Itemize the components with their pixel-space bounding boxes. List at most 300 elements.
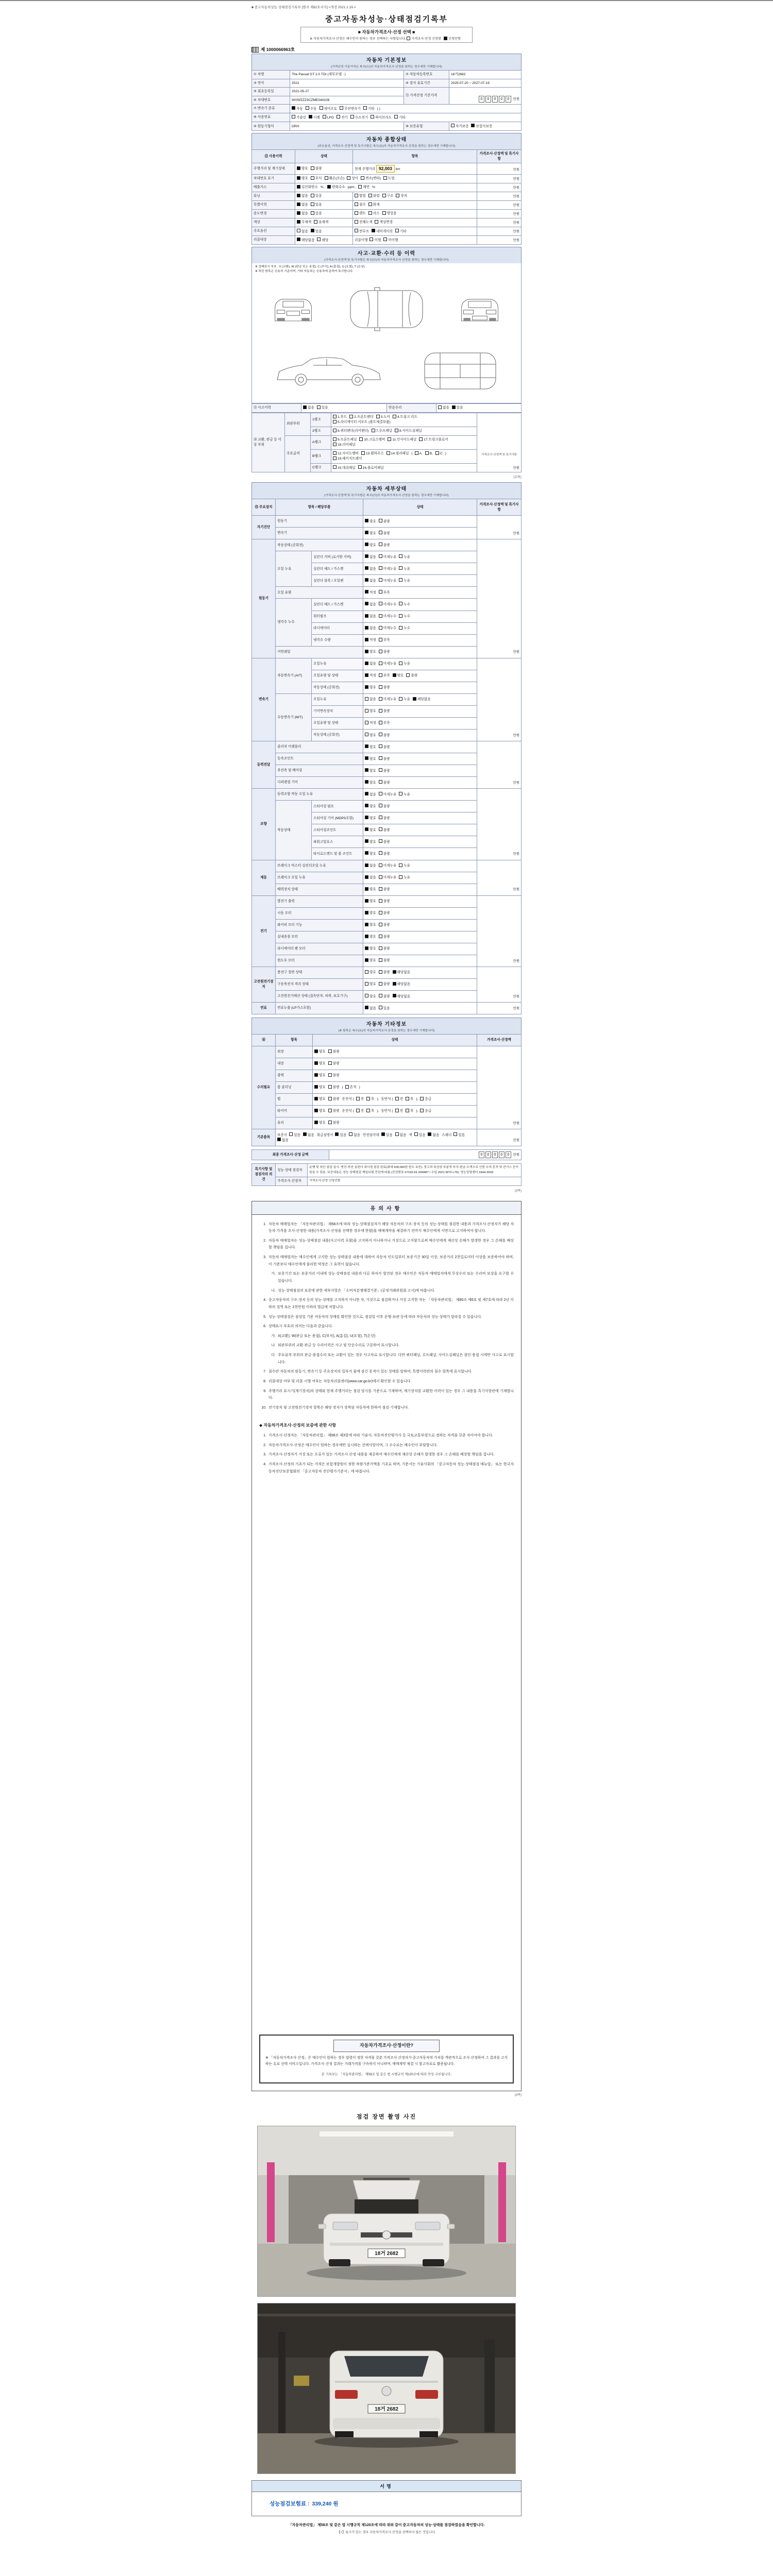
checkbox-option: 양호 <box>314 1121 326 1125</box>
checkbox-icon <box>365 614 368 618</box>
field-label: ② 자동차등록번호 <box>404 71 449 79</box>
checkbox-icon <box>393 970 396 974</box>
section-etc-title: 자동차 기타정보 <box>366 1022 407 1028</box>
field-label: 광택 <box>276 1070 313 1081</box>
field-value <box>363 646 477 658</box>
field-label: 실내송풍 모터 <box>276 931 363 943</box>
checkbox-option: 누유 <box>399 876 410 879</box>
checkbox-option: 전체도색 <box>355 221 372 224</box>
checkbox-icon <box>365 709 368 713</box>
checkbox-option: 양호 <box>365 709 376 713</box>
group-label: 조향 <box>252 789 276 860</box>
option-text: 안전삼각대 <box>362 1133 379 1137</box>
checkbox-icon <box>399 792 402 795</box>
notice-item-text: 전기장치 및 고전원전기장치 항목은 해당 장치가 장착된 자동차에 한하여 점검·기재합니다. <box>268 1405 409 1410</box>
field-value <box>295 183 477 192</box>
field-value: WVWZZZ3CZME044108 <box>290 96 404 105</box>
field-label: 주행거리 및 계기상태 <box>252 163 295 174</box>
column-header: ⑫ 사용이력 <box>252 150 295 163</box>
panel-repair-table <box>251 413 522 472</box>
notice-item <box>259 1297 514 1311</box>
checkbox-icon <box>365 650 368 653</box>
checkbox-option: 양호 <box>365 745 376 749</box>
checkbox-icon <box>379 543 382 546</box>
column-header: 가격조사·산정액 및 특기사항 <box>477 499 522 516</box>
field-label: 차대번호 표기 <box>252 174 295 183</box>
notice-item-number: 1. <box>263 1434 266 1438</box>
inspection-fee-label: 성능점검보험료 : <box>270 2501 310 2507</box>
sub-item-label: 기어변속장치 <box>312 705 363 717</box>
checkbox-icon <box>379 875 382 879</box>
checkbox-icon <box>314 1109 318 1112</box>
checkbox-option: 없음 <box>365 567 376 571</box>
checkbox-icon <box>399 566 402 570</box>
checkbox-option: 영업용 <box>382 212 397 215</box>
checkbox-option: 16.플로어패널 <box>358 466 384 470</box>
amount-digit-box: 0 <box>492 1151 498 1158</box>
checkbox-icon <box>365 863 368 867</box>
checkbox-icon <box>372 229 375 232</box>
field-value <box>363 730 477 741</box>
field-value <box>363 991 477 1003</box>
table-row <box>252 88 522 96</box>
checkbox-option: 전 <box>356 1097 364 1101</box>
checkbox-option: 9.프론트패널 <box>333 438 357 442</box>
section-detail-header <box>251 482 522 499</box>
notice-item <box>259 1314 514 1321</box>
checkbox-icon <box>399 554 402 558</box>
field-label: 외장 <box>276 1046 313 1058</box>
checkbox-option: 누수 <box>399 603 410 606</box>
notice-item-text: 자동차가격조사·산정은 매수인이 원하는 경우에만 실시하는 선택사항이며, 그 수수료는 매수인이 부담합니다. <box>268 1443 438 1447</box>
checkbox-option: 불량 <box>379 709 390 713</box>
checkbox-icon <box>365 602 368 605</box>
document-number <box>251 46 522 53</box>
checkbox-option: 불량 <box>379 971 390 974</box>
table-row <box>252 218 522 227</box>
field-value <box>363 860 477 872</box>
checkbox-icon <box>396 194 399 197</box>
inspection-photo-rear <box>257 2303 516 2474</box>
checkbox-option: 누수 <box>399 615 410 618</box>
checkbox-icon <box>379 566 382 570</box>
checkbox-icon <box>311 194 314 197</box>
notice-item-number: 4. <box>263 1298 266 1302</box>
notice-item <box>259 1451 514 1459</box>
price-survey-definition-box <box>259 2035 514 2083</box>
checkbox-option: 화재 <box>368 203 380 207</box>
table-row <box>252 192 522 200</box>
field-label: ③ 연식 <box>252 79 290 88</box>
option-text: ) <box>445 452 446 456</box>
sub-item-label: 실린더 블록 / 오일팬 <box>312 575 363 587</box>
checkbox-option: 불량 <box>328 1062 340 1065</box>
checkbox-option: 양호 <box>365 840 376 844</box>
accident-history-table <box>251 403 522 413</box>
checkbox-option: 탄화수소 <box>327 185 345 189</box>
checkbox-option: 불량 <box>379 757 390 761</box>
option-text: 운전석 ( <box>342 1109 354 1113</box>
field-label: 커먼레일 <box>276 646 363 658</box>
price-cell: 만원 <box>477 227 522 236</box>
field-value <box>363 836 477 848</box>
checkbox-option: 양호 <box>365 888 376 891</box>
checkbox-icon <box>393 982 396 986</box>
checkbox-icon <box>406 673 410 677</box>
checkbox-option: 10.크로스멤버 <box>359 438 385 442</box>
checkbox-option: 불량 <box>328 1097 340 1101</box>
table-row <box>252 1164 522 1177</box>
checkbox-option: 응급 <box>420 1097 431 1101</box>
checkbox-option: 해당없음 <box>393 982 410 986</box>
notice-item <box>259 1352 514 1366</box>
checkbox-option: 있음 <box>414 1133 426 1137</box>
checkbox-icon <box>328 1049 332 1053</box>
field-value <box>331 464 477 472</box>
sub-item-label: 오일누유 <box>312 658 363 670</box>
field-value <box>363 907 477 919</box>
checkbox-icon <box>311 202 314 206</box>
field-value <box>313 1081 477 1093</box>
footer-check-note: 【√】표시가 있는 경우 자동차가격조사·산정을 선택하지 않은 것입니다. <box>337 2530 436 2534</box>
checkbox-option: 양호 <box>314 1086 326 1089</box>
option-text: ( <box>411 452 413 456</box>
field-value: DRH <box>290 122 404 131</box>
checkbox-icon <box>452 405 456 409</box>
select-note-text: ※ 자동차가격조사·산정은 매수인이 원하는 경우 선택하는 사항입니다. <box>310 37 406 41</box>
notice-item-number: 나. <box>271 1344 276 1348</box>
checkbox-option: 부족 <box>379 591 390 595</box>
checkbox-icon <box>347 176 350 180</box>
option-text: 보증서 <box>277 1133 288 1137</box>
checkbox-icon <box>356 1109 360 1112</box>
notice-body <box>252 1215 521 2091</box>
notice-item-text: 중고자동차의 구조·장치 등의 성능·상태를 고지하지 아니한 자, 거짓으로 점검하거나 거짓 고지한 자는 「자동차관리법」 제80조 제6호 및 제7호에 따라 2년 이하의 징역 또는 2천만원 이하의 벌금에 처합니다. <box>268 1298 514 1309</box>
notice-item-number: 8. <box>263 1380 266 1384</box>
option-text: % <box>372 185 375 190</box>
checkbox-icon <box>379 650 382 653</box>
checkbox-icon <box>289 1132 293 1136</box>
price-survey-definition-text: ※ 「자동차가격조사·산정」은 매수인이 원하는 경우 법령이 정한 자격을 갖춘 가격조사·산정자가 중고자동차의 가치를 객관적으로 조사·산정하여 그 결과를 고지하는 유료 선택 서비스입니다. 가격조사·산정 결과는 거래가격을 구속하지 아니하며, 매매계약 체결 시 참고자료로 활용됩니다. <box>265 2056 508 2066</box>
price-cell: 만원 <box>477 183 522 192</box>
field-value: 2025-07-20 ~ 2027-07-19 <box>449 79 522 88</box>
checkbox-icon <box>379 697 382 701</box>
group-label: 동력전달 <box>252 741 276 789</box>
column-header: 상태 <box>295 150 353 163</box>
checkbox-option: 불량 <box>379 805 390 808</box>
checkbox-icon <box>328 1061 332 1065</box>
field-label: 단순수리 <box>387 403 436 412</box>
checkbox-icon <box>333 451 337 455</box>
checkbox-option: 미세누유 <box>379 864 396 868</box>
checkbox-option: 11.인사이드패널 <box>388 438 416 442</box>
table-row <box>252 1129 522 1146</box>
page-marker: (뒤쪽) <box>513 476 522 480</box>
checkbox-option: 누유 <box>399 662 410 666</box>
checkbox-icon <box>379 673 382 677</box>
table-row <box>252 105 522 113</box>
field-value <box>363 682 477 693</box>
checkbox-icon <box>379 709 382 713</box>
field-value <box>363 955 477 967</box>
price-cell: 만원 <box>477 895 522 967</box>
checkbox-icon <box>361 451 365 455</box>
checkbox-icon <box>379 756 382 760</box>
checkbox-option: 수소전기 <box>350 116 368 120</box>
checkbox-option: 없음 <box>365 864 376 868</box>
checkbox-icon <box>292 106 295 110</box>
checkbox-option: 불량 <box>379 686 390 689</box>
field-value <box>363 693 477 705</box>
checkbox-icon <box>355 194 358 197</box>
section-basic-note: (가격산정 기준가격은 복수(⑪)의 자동차가격조사·산정을 원하는 경우에만 기재합니다) <box>331 65 442 69</box>
table-row <box>252 658 522 670</box>
checkbox-option: 미세누유 <box>379 567 396 571</box>
checkbox-icon <box>333 465 337 469</box>
field-value <box>313 1105 477 1117</box>
field-value <box>313 1070 477 1081</box>
checkbox-icon <box>394 115 398 118</box>
field-label: 충전구 절연 상태 <box>276 967 363 978</box>
checkbox-icon <box>368 211 372 215</box>
notice-item-text: 성능·상태점검의 보증에 관한 세부사항은 「소비자분쟁해결기준」(공정거래위원회 고시)에 따릅니다. <box>278 1289 435 1293</box>
option-text: 리콜이행 <box>355 238 368 242</box>
sub-item-label: 타이로드엔드 및 볼 조인트 <box>312 848 363 860</box>
checkbox-option: 양호 <box>393 674 404 677</box>
field-value <box>295 174 477 183</box>
checkbox-option: 전 <box>356 1109 364 1113</box>
checkbox-icon <box>327 185 331 189</box>
checkbox-icon <box>365 697 368 701</box>
checkbox-icon <box>379 662 382 665</box>
checkbox-option: 없음 <box>297 230 308 233</box>
checkbox-icon <box>365 923 368 926</box>
checkbox-option: 양호 <box>365 544 376 547</box>
checkbox-option: 양호 <box>365 532 376 535</box>
amount-digit-box: 0 <box>485 1151 491 1158</box>
table-row <box>252 413 522 427</box>
checkbox-icon <box>297 166 300 170</box>
notice-item <box>259 1342 514 1349</box>
checkbox-icon <box>414 1132 418 1136</box>
checkbox-option: 양호 <box>365 900 376 903</box>
field-value <box>331 435 477 449</box>
option-text: ), <box>377 1097 379 1101</box>
checkbox-option: 색상변경 <box>375 221 392 224</box>
checkbox-option: B, <box>425 452 433 455</box>
column-header: ⑯ <box>252 1035 276 1046</box>
option-text: ), <box>377 1109 379 1113</box>
price-cell: 만원 <box>477 1046 522 1129</box>
field-value <box>295 227 353 236</box>
checkbox-icon <box>355 229 358 232</box>
checkbox-option: 해당없음 <box>393 971 410 974</box>
checkbox-icon <box>406 1097 409 1100</box>
checkbox-icon <box>399 875 402 879</box>
damage-code-legend-line2: ※ 하단 항목은 승용차 기준이며, 기타 자동차는 승용차에 준하여 표시합니다. <box>255 270 354 274</box>
price-cell: 만원 <box>477 174 522 183</box>
checkbox-option: 양호 <box>365 935 376 939</box>
checkbox-icon <box>340 106 343 110</box>
checkbox-icon <box>314 1085 318 1089</box>
checkbox-icon <box>309 115 312 118</box>
table-row <box>252 71 522 79</box>
checkbox-icon <box>371 115 374 118</box>
car-top-view-diagram <box>348 285 425 333</box>
checkbox-icon <box>365 626 368 630</box>
field-label: 구동축전지 격리 상태 <box>276 978 363 990</box>
checkbox-icon <box>379 721 382 724</box>
amount-digit-box: 0 <box>499 1151 505 1158</box>
checkbox-icon <box>365 792 368 795</box>
checkbox-option: 누유 <box>399 864 410 868</box>
checkbox-option: 있음 <box>289 1133 300 1137</box>
field-value <box>363 528 477 539</box>
field-value <box>363 670 477 682</box>
checkbox-option: 4.트렁크 리드 <box>393 415 417 419</box>
checkbox-option: 양호 <box>365 959 376 962</box>
checkbox-icon <box>365 756 368 760</box>
field-value <box>363 563 477 575</box>
checkbox-icon <box>333 415 337 418</box>
field-label: C랭크 <box>311 464 331 472</box>
group-label: 변속기 <box>252 658 276 741</box>
price-cell: 만원 <box>477 658 522 741</box>
field-value <box>313 1093 477 1105</box>
column-header: 항목 / 해당부품 <box>276 499 363 516</box>
field-label: 브레이크 마스터 실린더오일 누유 <box>276 860 363 872</box>
option-text: 취급설명서 <box>316 1133 333 1137</box>
checkbox-option: 자가보증 <box>451 125 468 128</box>
field-label: 연료누출 (LP가스포함) <box>276 1003 363 1014</box>
checkbox-icon <box>365 780 368 784</box>
field-label: 와이퍼 모터 기능 <box>276 919 363 931</box>
checkbox-icon <box>438 405 442 409</box>
checkbox-option: 양호 <box>365 852 376 856</box>
field-label: A랭크 <box>311 435 331 449</box>
field-label: 휠 <box>276 1093 313 1105</box>
section-basic-title: 자동차 기본정보 <box>366 58 407 63</box>
checkbox-icon <box>314 1073 318 1077</box>
checkbox-option: 적정 <box>365 721 376 725</box>
checkbox-icon <box>379 780 382 784</box>
checkbox-icon <box>379 839 382 843</box>
checkbox-option: 변조(변타) <box>361 177 381 180</box>
checkbox-icon <box>350 115 354 118</box>
notice-item-number: 7. <box>263 1370 266 1374</box>
checkbox-option: 양호 <box>297 167 308 171</box>
field-label: 고전원전기배선 상태 (접속단자, 피복, 보호기구) <box>276 991 363 1003</box>
checkbox-icon <box>297 229 300 232</box>
field-label: ⑭ 교환, 판금 등 이상 부위 <box>252 413 285 472</box>
checkbox-option: 해당없음 <box>413 698 430 701</box>
checkbox-option: 불량 <box>379 888 390 891</box>
field-value <box>363 551 477 563</box>
checkbox-option: 있음 <box>379 1007 390 1010</box>
checkbox-icon <box>471 124 475 127</box>
table-row <box>252 113 522 122</box>
checkbox-icon <box>365 685 368 689</box>
notice-item-text: 자동차 매매업자는 성능·상태점검 내용(사고이력 포함)을 고지하지 아니하거나 거짓으로 고지함으로써 매수인에게 재산상 손해가 발생한 경우 그 손해를 배상할 책임을 집니다. <box>268 1239 514 1250</box>
damage-code-legend-line1: ※ 상태표시 부호 : X (교환), W (판금 또는 용접), C (부식), A (흠집), U (요철), T (손상) <box>255 265 365 269</box>
field-value <box>295 200 353 209</box>
field-value <box>295 209 353 218</box>
price-cell: 만원 <box>477 1003 522 1014</box>
checkbox-icon <box>365 673 368 677</box>
checkbox-icon <box>297 238 300 241</box>
amount-digit-box: 0 <box>506 96 511 103</box>
checkbox-option: 미세누유 <box>379 662 396 666</box>
checkbox-option: 불량 <box>379 817 390 820</box>
checkbox-option: 불량 <box>379 995 390 998</box>
checkbox-option: 있음 <box>335 1133 346 1137</box>
checkbox-option: 있음 <box>311 203 322 207</box>
checkbox-option: 양호 <box>365 769 376 773</box>
checkbox-option: 불량 <box>379 982 390 986</box>
checkbox-option: 부족 <box>379 674 390 677</box>
checkbox-icon <box>395 229 399 232</box>
field-value <box>363 611 477 622</box>
option-text: 동반석 ( <box>381 1109 393 1113</box>
checkbox-option: 있음 <box>311 230 322 233</box>
checkbox-option: 없음 <box>303 1133 314 1137</box>
checkbox-option: 불량 <box>379 532 390 535</box>
checkbox-icon <box>379 685 382 689</box>
section-basic-header <box>251 54 522 70</box>
detail-condition-table <box>251 499 522 1014</box>
field-value: The Passat GT 2.0 TDI (세부모델 : ) <box>290 71 404 79</box>
checkbox-icon <box>379 994 382 997</box>
checkbox-option: 없음 <box>297 212 308 215</box>
table-row <box>252 741 522 753</box>
field-label: 변속기 <box>276 528 363 539</box>
field-value <box>363 789 477 801</box>
checkbox-option: 없음 <box>303 406 314 410</box>
notice-item-number: 2. <box>263 1443 266 1447</box>
checkbox-option: 해당없음 <box>297 239 314 242</box>
checkbox-option: 없음 <box>365 603 376 606</box>
checkbox-option: 양호 <box>365 520 376 523</box>
checkbox-option: 침수 <box>355 203 366 207</box>
field-label: ⑪ 가격산정 기준가격 <box>404 88 449 105</box>
notice-item-text: 가격조사·산정의 기초가 되는 가격은 보험개발원이 정한 차량기준가액을 기초로 하며, 기준서는 기술사회의 「중고자동차 성능·상태점검 매뉴얼」 또는 한국자동차진단보증협회의 「중고자동차 진단평가기준서」에 따릅니다. <box>268 1463 514 1473</box>
checkbox-option: 양호 <box>365 971 376 974</box>
notice-item-number: 6. <box>263 1325 266 1329</box>
checkbox-option: 네비게이션 <box>372 230 393 233</box>
checkbox-icon <box>379 578 382 582</box>
sub-item-label: 작동상태 (공회전) <box>312 682 363 693</box>
checkbox-icon <box>399 602 402 605</box>
field-value <box>363 801 477 812</box>
checkbox-option: 도말 <box>383 177 395 180</box>
checkbox-icon <box>355 202 358 206</box>
checkbox-icon <box>297 176 300 180</box>
field-value <box>363 717 477 729</box>
checkbox-icon <box>365 816 368 819</box>
price-cell: 만원 <box>477 967 522 1002</box>
checkbox-icon <box>365 851 368 855</box>
checkbox-icon <box>379 804 382 807</box>
checkbox-icon <box>379 899 382 903</box>
field-label: 가격조사·산정자 <box>276 1177 308 1185</box>
checkbox-icon <box>379 935 382 938</box>
section-detail-title: 자동차 세부상태 <box>366 486 407 493</box>
car-side-view-diagram <box>274 354 383 388</box>
inspection-fee <box>252 2492 521 2516</box>
checkbox-option: 불량 <box>328 1086 340 1089</box>
field-label: 라디에이터 팬 모터 <box>276 943 363 955</box>
checkbox-option: 있음 <box>452 406 463 410</box>
